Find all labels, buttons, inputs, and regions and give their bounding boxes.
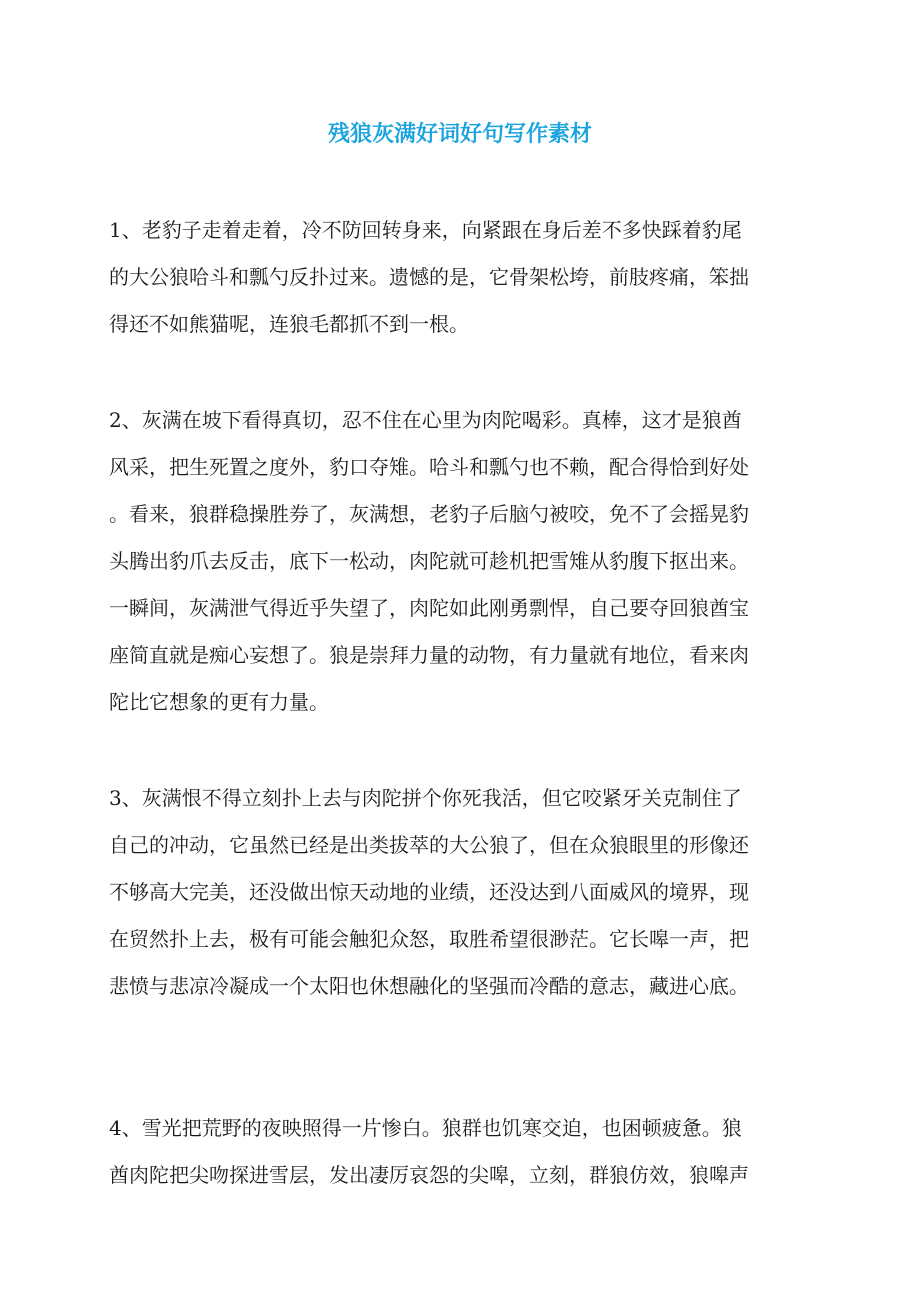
text-line: 的大公狼哈斗和瓢勺反扑过来。遗憾的是，它骨架松垮，前肢疼痛，笨拙 [109,265,749,289]
text-line: 4、雪光把荒野的夜映照得一片惨白。狼群也饥寒交迫，也困顿疲惫。狼 [109,1116,742,1140]
text-line: 风采，把生死置之度外，豹口夺雉。哈斗和瓢勺也不赖，配合得恰到好处 [109,455,749,479]
document-title: 残狼灰满好词好句写作素材 [327,122,592,147]
text-line: 一瞬间，灰满泄气得近乎失望了，肉陀如此刚勇剽悍，自己要夺回狼酋宝 [109,596,749,620]
paragraph-1 [109,207,809,348]
text-line: 得还不如熊猫呢，连狼毛都抓不到一根。 [109,312,469,336]
paragraph-4 [109,1105,809,1199]
text-line: 3、灰满恨不得立刻扑上去与肉陀拼个你死我活，但它咬紧牙关克制住了 [109,786,742,810]
text-line: 不够高大完美，还没做出惊天动地的业绩，还没达到八面威风的境界，现 [109,880,749,904]
text-line: 酋肉陀把尖吻探进雪层，发出凄厉哀怨的尖嗥，立刻，群狼仿效，狼嗥声 [109,1163,749,1187]
text-line: 自己的冲动，它虽然已经是出类拔萃的大公狼了，但在众狼眼里的形像还 [109,833,749,857]
text-line: 1、老豹子走着走着，冷不防回转身来，向紧跟在身后差不多快踩着豹尾 [109,218,742,242]
text-line: 。看来，狼群稳操胜券了，灰满想，老豹子后脑勺被咬，免不了会摇晃豹 [109,502,749,526]
text-line: 2、灰满在坡下看得真切，忍不住在心里为肉陀喝彩。真棒，这才是狼酋 [109,408,742,432]
text-line: 悲愤与悲凉冷凝成一个太阳也休想融化的坚强而冷酷的意志，藏进心底。 [109,974,749,998]
text-line: 陀比它想象的更有力量。 [109,690,329,714]
text-line: 头腾出豹爪去反击，底下一松动，肉陀就可趁机把雪雉从豹腹下抠出来。 [109,549,749,573]
paragraph-3 [109,775,809,1010]
text-line: 在贸然扑上去，极有可能会触犯众怒，取胜希望很渺茫。它长嗥一声，把 [109,927,749,951]
paragraph-2 [109,397,809,726]
text-line: 座简直就是痴心妄想了。狼是崇拜力量的动物，有力量就有地位，看来肉 [109,643,749,667]
